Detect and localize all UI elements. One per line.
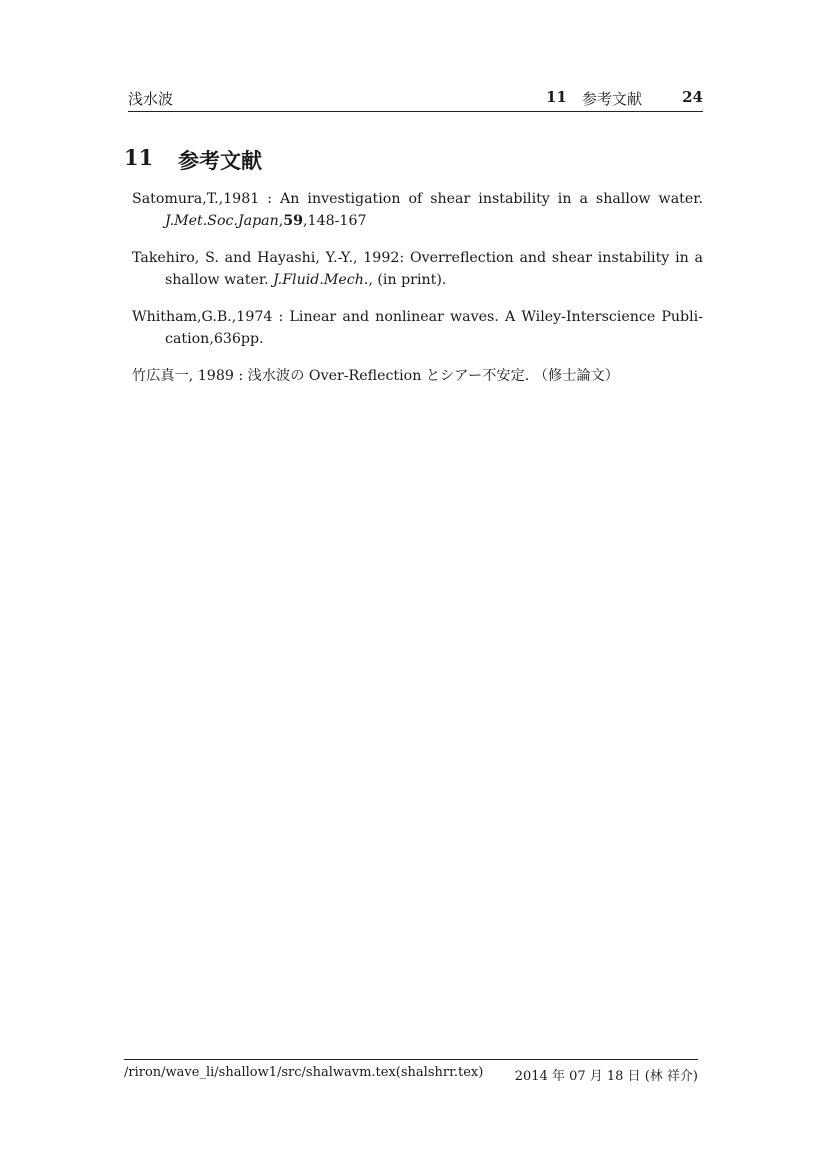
- reference-text: ,148-167: [303, 213, 367, 229]
- journal-name: J.Met.Soc.Japan: [165, 213, 279, 229]
- reference-text: shallow water.: [165, 272, 274, 288]
- footer-file-path: /riron/wave_li/shallow1/src/shalwavm.tex(shalshrr.tex): [124, 1065, 484, 1080]
- header-doc-title: 浅水波: [128, 90, 174, 108]
- reference-line: 竹広真一, 1989 : 浅水波の Over-Reflection とシアー不安定. （修士論文）: [132, 368, 619, 384]
- section-number: 11: [124, 145, 154, 170]
- reference-line: Takehiro, S. and Hayashi, Y.-Y., 1992: Overreflection and shear instability in a: [132, 250, 703, 266]
- header-rule: [128, 111, 703, 112]
- reference-line: Satomura,T.,1981 : An investigation of shear instability in a shallow water.: [132, 191, 703, 207]
- section-title: 参考文献: [178, 148, 262, 173]
- reference-text: , (in print).: [368, 272, 447, 288]
- volume-number: 59: [283, 213, 304, 229]
- reference-list: [132, 188, 703, 402]
- footer-date: 2014 年 07 月 18 日 (林 祥介): [514, 1069, 698, 1084]
- reference-item: [132, 188, 703, 232]
- reference-line: Whitham,G.B.,1974 : Linear and nonlinear waves. A Wiley-Interscience Publi-: [132, 309, 703, 325]
- reference-text: ,: [278, 213, 284, 229]
- reference-line: [132, 269, 703, 291]
- header-page-number: 24: [682, 88, 703, 106]
- header-section-number: 11: [546, 88, 567, 106]
- reference-item: [132, 365, 703, 387]
- reference-line: [132, 210, 703, 232]
- header-section-title: 参考文献: [582, 90, 643, 108]
- footer-rule: [124, 1059, 698, 1060]
- reference-item: [132, 247, 703, 291]
- running-header: [128, 88, 703, 110]
- reference-item: [132, 306, 703, 350]
- journal-name: J.Fluid.Mech.: [273, 272, 369, 288]
- reference-line: cation,636pp.: [165, 331, 264, 347]
